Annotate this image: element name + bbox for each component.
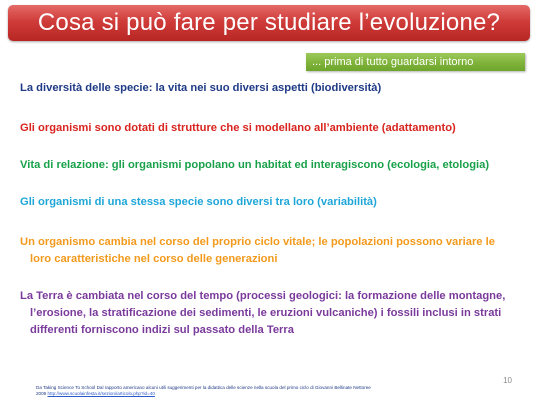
statement-line: La diversità delle specie: la vita nei suo diversi aspetti (biodiversità) — [20, 82, 382, 94]
statement-line: La Terra è cambiata nel corso del tempo (processi geologici: la formazione delle montagne, — [20, 290, 506, 302]
statement-life-cycle — [20, 234, 530, 268]
slide-title: Cosa si può fare per studiare l’evoluzione? — [37, 9, 501, 36]
statement-line: Vita di relazione: gli organismi popolano un habitat ed interagiscono (ecologia, etologia) — [20, 159, 490, 171]
footnote — [36, 385, 436, 397]
statement-line: l’erosione, la stratificazione dei sedimenti, le eruzioni vulcaniche) i fossili inclusi in strati — [30, 307, 502, 319]
footnote-year: 2009 — [36, 391, 47, 396]
statement-adaptation — [20, 120, 530, 137]
statement-earth-history — [20, 288, 530, 339]
statement-line: differenti forniscono indizi sul passato della Terra — [30, 324, 294, 336]
statement-ecology — [20, 157, 530, 174]
statement-biodiversity — [20, 80, 530, 97]
statement-line: Un organismo cambia nel corso del proprio ciclo vitale; le popolazioni possono variare le — [20, 236, 495, 248]
statement-line: Gli organismi di una stessa specie sono diversi tra loro (variabilità) — [20, 196, 377, 208]
footnote-link[interactable]: http://www.scuolainfesta.it/sezioni/articolo.php?id=40 — [47, 391, 155, 396]
subtitle-text: ... prima di tutto guardarsi intorno — [312, 56, 474, 68]
title-bar — [8, 5, 530, 41]
statement-variability — [20, 194, 530, 211]
page-number: 10 — [503, 376, 512, 385]
footnote-line2 — [36, 391, 436, 397]
statement-line: Gli organismi sono dotati di strutture che si modellano all’ambiente (adattamento) — [20, 122, 456, 134]
subtitle-box — [306, 53, 525, 71]
footnote-source: Da Taking Science To School Dal rapporto americano alcuni utili suggerimenti per la didattica delle scienze nella scuola del primo ciclo di Giovanni Bellinate Nettoree — [36, 385, 371, 390]
statement-line: loro caratteristiche nel corso delle generazioni — [30, 253, 278, 265]
